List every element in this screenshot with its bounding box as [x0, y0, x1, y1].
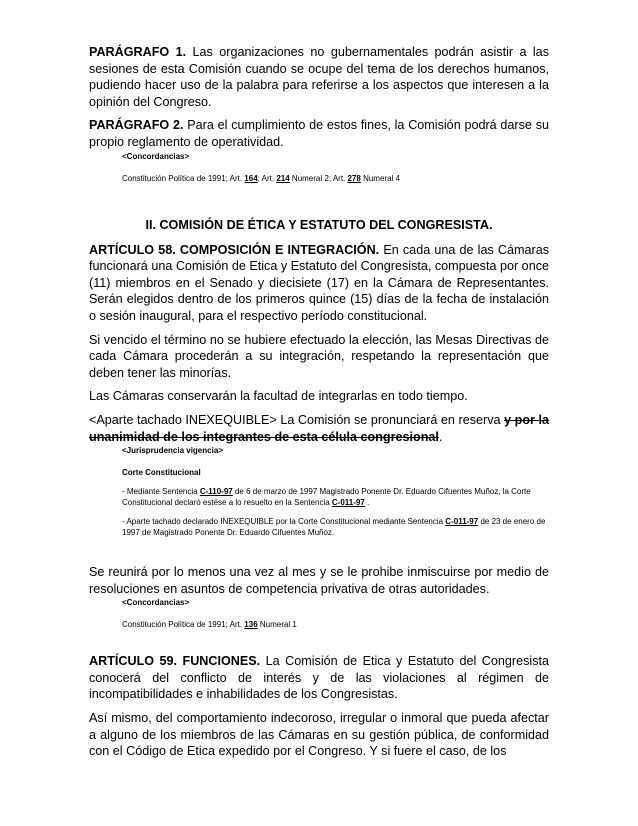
paragraph-1-text: Las organizaciones no gubernamentales podrán asistir a las sesiones de esta Comisión cuando se ocupe del tema de los derechos humanos, pudiendo hacer uso de la palabra para referirse a los aspectos que interesen a la opinión del Congreso.: [89, 45, 549, 109]
concordancias-1-suffix: Numeral 4: [360, 173, 400, 183]
paragraph-conservar: Las Cámaras conservarán la facultad de integrarlas en todo tiempo.: [89, 389, 468, 404]
paragraph-vencido: Si vencido el término no se hubiere efectuado la elección, las Mesas Directivas de cada Cámara procederán a su integración, respetando la representación que deben tener las minorías.: [89, 332, 549, 380]
paragraph-2: [89, 117, 549, 150]
concordancias-1-sep: ; Art.: [257, 173, 277, 183]
article-59-label: ARTÍCULO 59. FUNCIONES.: [89, 654, 261, 669]
concordancias-1-mid: Numeral 2; Art.: [289, 173, 348, 183]
link-art-214[interactable]: 214: [276, 173, 290, 183]
concordancias-2-prefix: Constitución Política de 1991; Art.: [122, 620, 245, 630]
article-58: [89, 242, 549, 325]
link-art-136[interactable]: 136: [244, 620, 258, 630]
article-59: [89, 653, 549, 703]
jurisprudencia-tag: <Jurisprudencia vigencia>: [122, 446, 223, 456]
link-c-011-97[interactable]: C-011-97: [331, 498, 365, 508]
paragraph-1-label: PARÁGRAFO 1.: [89, 45, 187, 59]
juris-line2-end: de 23 de enero de 1997 de Magistrado Ponente Dr. Eduardo Cifuentes Muñoz.: [122, 517, 546, 538]
article-58-text: En cada una de las Cámaras funcionará una Comisión de Etica y Estatuto del Congresista, compuesta por once (11) miembros en el Senado y diecisiete (17) en la Cámara de Representantes. Serán elegidos dentro de los primeros quince (15) días de la fecha de instalación o sesión inaugural, para el respectivo período constitucional.: [89, 242, 550, 323]
concordancias-1-prefix: Constitución Política de 1991; Art.: [122, 173, 245, 183]
link-c-110-97[interactable]: C-110-97: [199, 487, 233, 497]
concordancias-1: [122, 151, 549, 184]
juris-line1-end: .: [364, 498, 370, 508]
section-heading: II. COMISIÓN DE ÉTICA Y ESTATUTO DEL CONGRESISTA.: [145, 217, 493, 232]
link-art-164[interactable]: 164: [244, 173, 258, 183]
paragraph-asimismo: Así mismo, del comportamiento indecoroso, irregular o inmoral que pueda afectar a alguno de los miembros de las Cámaras en su gestión pública, de conformidad con el Código de Etica expedido por el Congreso. Y si fuere el caso, de los: [89, 711, 549, 759]
juris-line1-pre: - Mediante Sentencia: [122, 487, 200, 497]
paragraph-reserva: [89, 412, 549, 445]
concordancias-2-tag: <Concordancias>: [122, 598, 190, 608]
paragraph-2-label: PARÁGRAFO 2.: [89, 118, 184, 133]
paragraph-2-text: Para el cumplimiento de estos fines, la Comisión podrá darse su propio reglamento de operatividad.: [89, 118, 549, 149]
juris-line1-mid: de 6 de marzo de 1997 Magistrado Ponente Dr. Eduardo Cifuentes Muñoz, la Corte Constitucional declaró estése a lo resuelto en la Sentencia: [122, 487, 531, 508]
paragraph-reserva-post: .: [438, 429, 443, 444]
juris-line2-pre: - Aparte tachado declarado INEXEQUIBLE por la Corte Constitucional mediante Sentencia: [122, 517, 446, 527]
paragraph-1: [89, 44, 549, 110]
concordancias-2-suffix: Numeral 1: [257, 620, 297, 630]
jurisprudencia-line-1: [122, 486, 549, 508]
article-59-text: La Comisión de Etica y Estatuto del Congresista conocerá del conflicto de interés y de las violaciones al régimen de incompatibilidades e inhabilidades de los Congresistas.: [89, 654, 549, 702]
paragraph-reunira: Se reunirá por lo menos una vez al mes y se le prohibe inmiscuirse por medio de resoluciones en asuntos de competencia privativa de otras autoridades.: [89, 565, 549, 596]
concordancias-2: [122, 597, 549, 630]
link-c-011-97-b[interactable]: C-011-97: [445, 517, 479, 527]
link-art-278[interactable]: 278: [347, 173, 361, 183]
paragraph-reserva-pre: <Aparte tachado INEXEQUIBLE> La Comisión se pronunciará en reserva: [89, 412, 505, 427]
jurisprudencia-line-2: [122, 516, 549, 538]
struck-text: y por la unanimidad de los integrantes de esta célula congresional: [89, 412, 549, 444]
jurisprudencia-title: Corte Constitucional: [122, 468, 201, 478]
jurisprudencia: [122, 445, 549, 538]
concordancias-1-tag: <Concordancias>: [122, 151, 190, 161]
article-58-label: ARTÍCULO 58. COMPOSICIÓN E INTEGRACIÓN.: [89, 242, 380, 257]
